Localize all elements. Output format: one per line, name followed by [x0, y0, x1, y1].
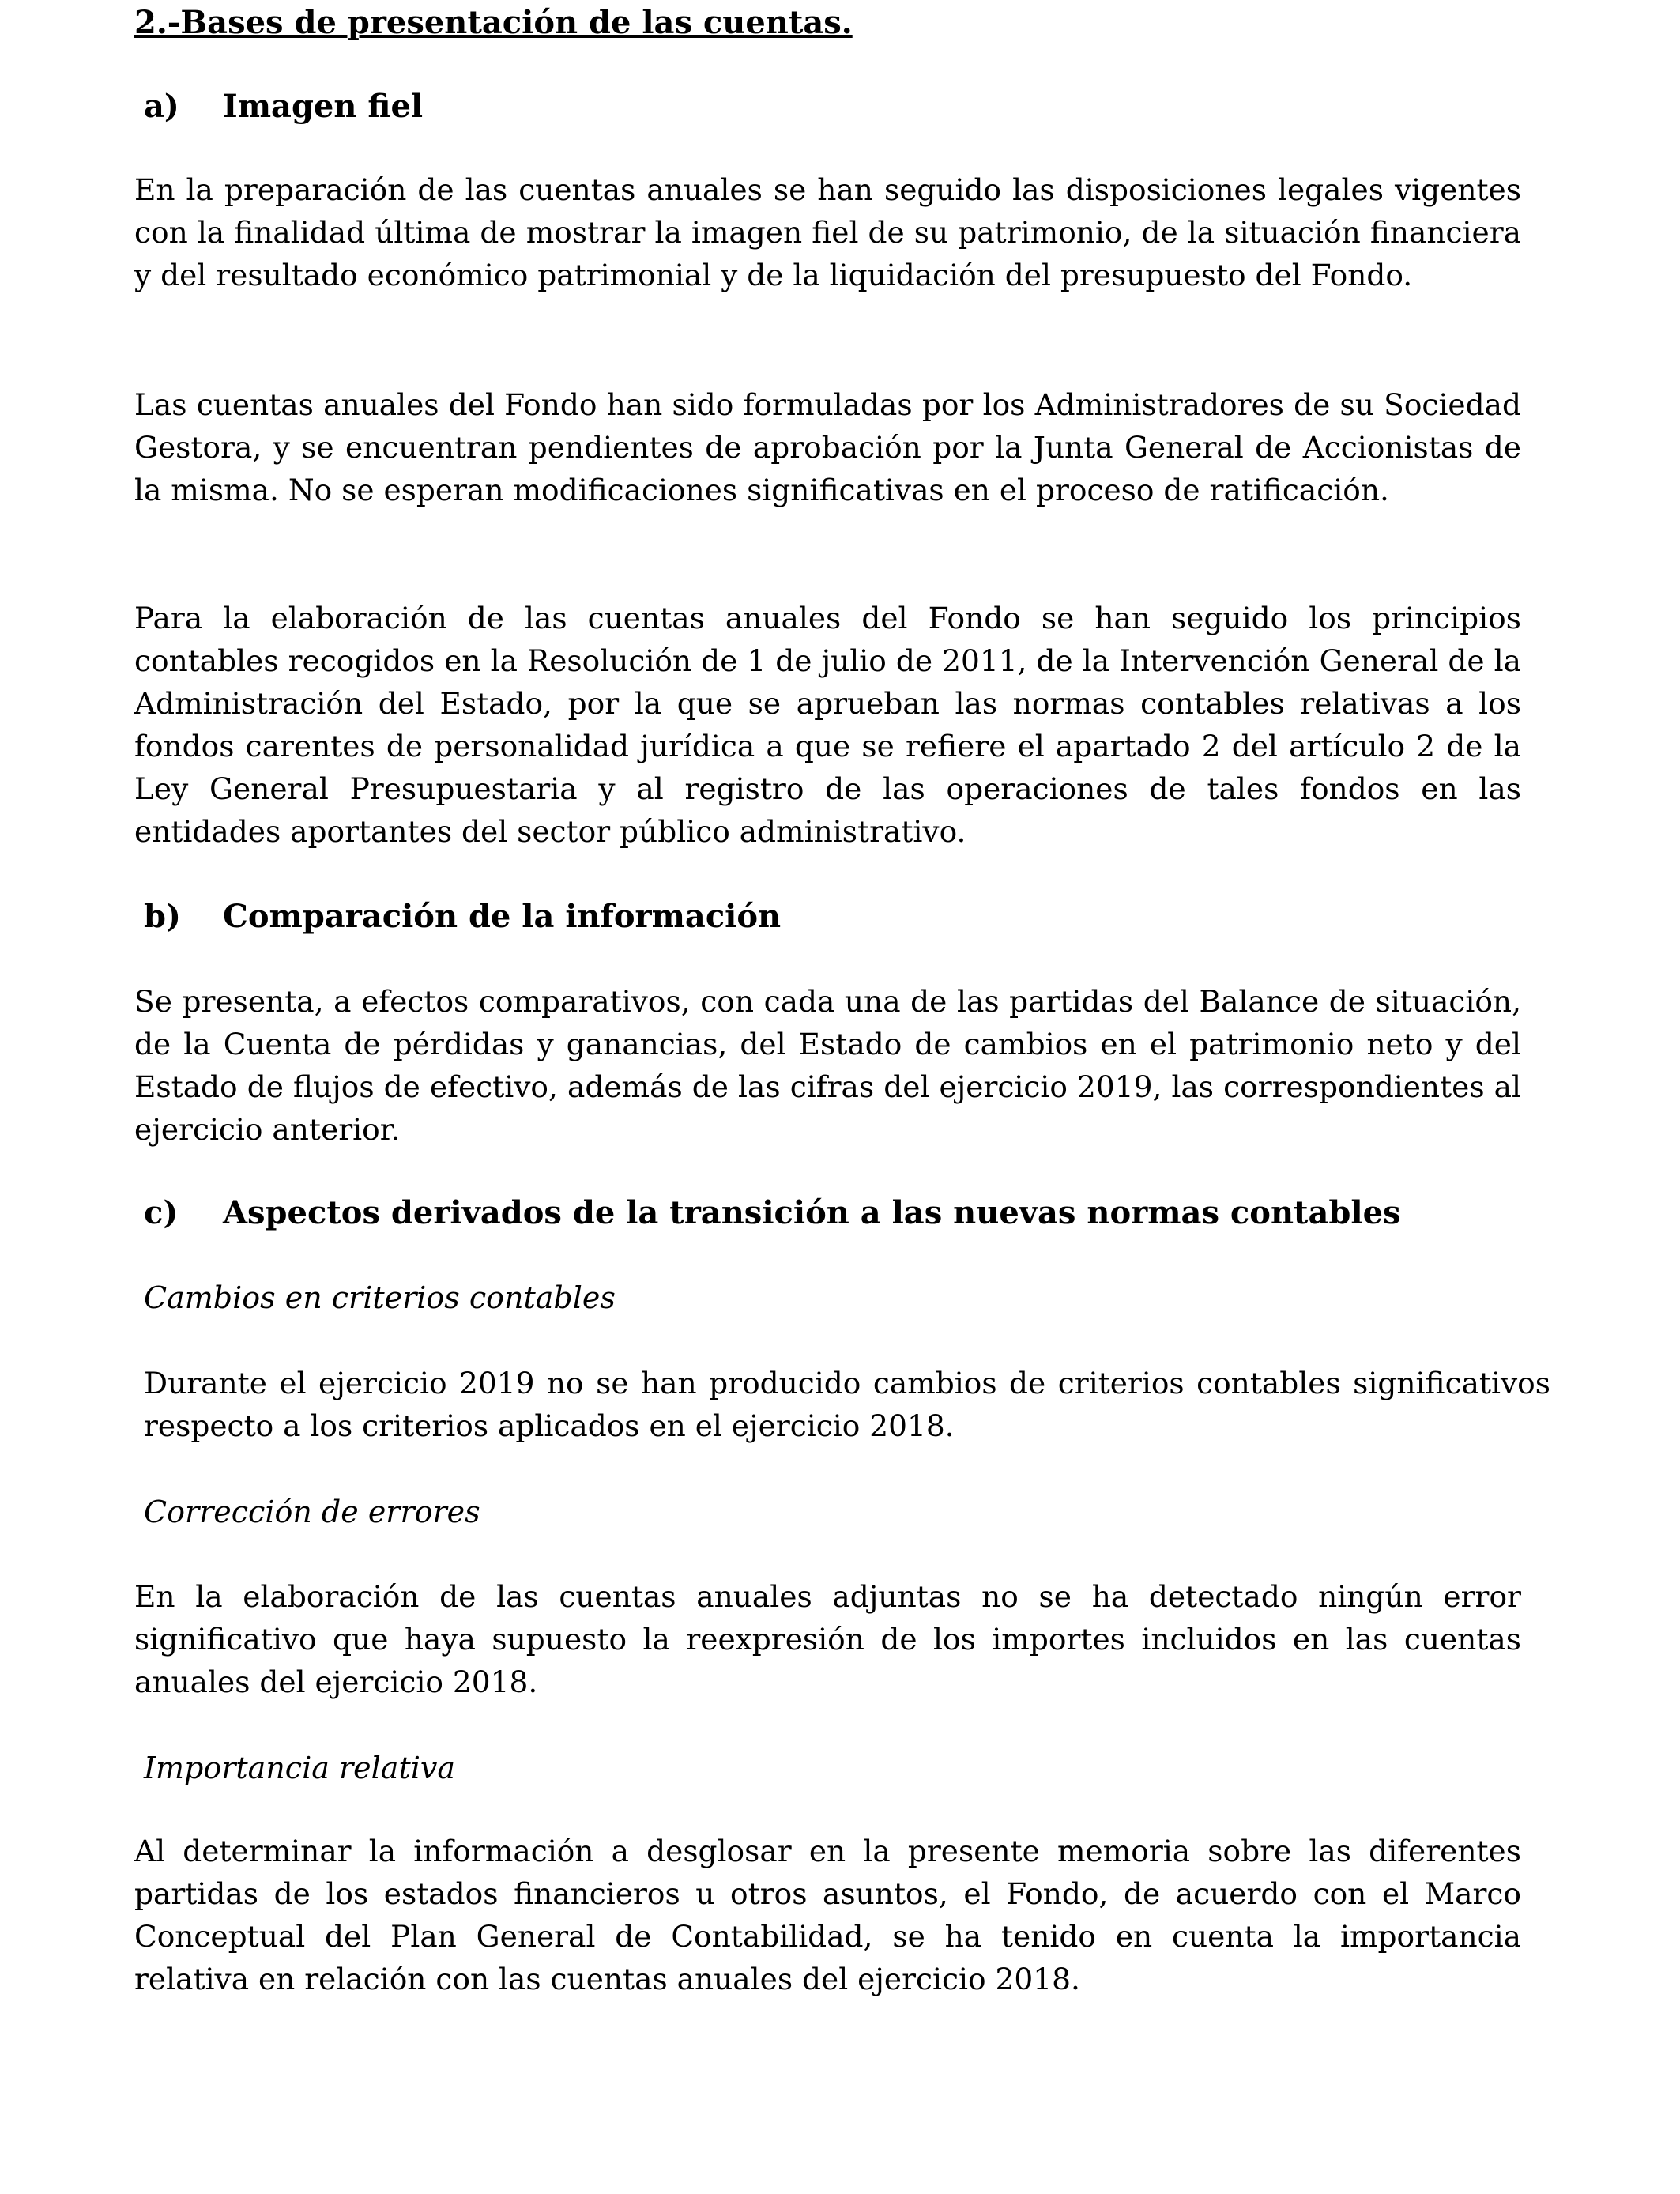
- section-title: Imagen fiel: [223, 88, 424, 125]
- subheading-correccion-errores: Corrección de errores: [144, 1495, 480, 1529]
- section-title: Aspectos derivados de la transición a las nuevas normas contables: [223, 1194, 1401, 1231]
- section-heading-comparacion: [144, 897, 781, 937]
- subheading-importancia-relativa: Importancia relativa: [144, 1751, 455, 1785]
- paragraph-importancia-relativa: Al determinar la información a desglosar en la presente memoria sobre las diferentes partidas de los estados financieros u otros asuntos, el Fondo, de acuerdo con el Marco Conceptual del Plan General de Contabilidad, se ha tenido en cuenta la importancia relativa en relación con las cuentas anuales del ejercicio 2018.: [134, 1834, 1521, 1996]
- paragraph-imagen-fiel-1: En la preparación de las cuentas anuales se han seguido las disposiciones legales vigentes con la finalidad última de mostrar la imagen fiel de su patrimonio, de la situación financiera y del resultado económico patrimonial y de la liquidación del presupuesto del Fondo.: [134, 172, 1521, 292]
- paragraph-cambios-criterios: Durante el ejercicio 2019 no se han producido cambios de criterios contables significativos respecto a los criterios aplicados en el ejercicio 2018.: [144, 1366, 1550, 1443]
- section-letter: a): [144, 88, 179, 125]
- section-heading-aspectos: [144, 1193, 1401, 1233]
- paragraph-correccion-errores: En la elaboración de las cuentas anuales adjuntas no se ha detectado ningún error significativo que haya supuesto la reexpresión de los importes incluidos en las cuentas anuales del ejercicio 2018.: [134, 1579, 1521, 1699]
- subheading-cambios-criterios: Cambios en criterios contables: [144, 1280, 616, 1315]
- page-title: 2.-Bases de presentación de las cuentas.: [134, 4, 853, 41]
- section-letter: b): [144, 898, 181, 935]
- section-letter: c): [144, 1194, 179, 1231]
- paragraph-comparacion: Se presenta, a efectos comparativos, con cada una de las partidas del Balance de situación, de la Cuenta de pérdidas y ganancias, del Estado de cambios en el patrimonio neto y del Estado de flujos de efectivo, además de las cifras del ejercicio 2019, las correspondientes al ejercicio anterior.: [134, 984, 1521, 1147]
- section-heading-imagen-fiel: [144, 87, 423, 126]
- paragraph-imagen-fiel-2: Las cuentas anuales del Fondo han sido formuladas por los Administradores de su Sociedad Gestora, y se encuentran pendientes de aprobación por la Junta General de Accionistas de la misma. No se esperan modificaciones significativas en el proceso de ratificación.: [134, 387, 1521, 507]
- paragraph-imagen-fiel-3: Para la elaboración de las cuentas anuales del Fondo se han seguido los principios contables recogidos en la Resolución de 1 de julio de 2011, de la Intervención General de la Administración del Estado, por la que se aprueban las normas contables relativas a los fondos carentes de personalidad jurídica a que se refiere el apartado 2 del artículo 2 de la Ley General Presupuestaria y al registro de las operaciones de tales fondos en las entidades aportantes del sector público administrativo.: [134, 601, 1521, 849]
- section-title: Comparación de la información: [223, 898, 782, 935]
